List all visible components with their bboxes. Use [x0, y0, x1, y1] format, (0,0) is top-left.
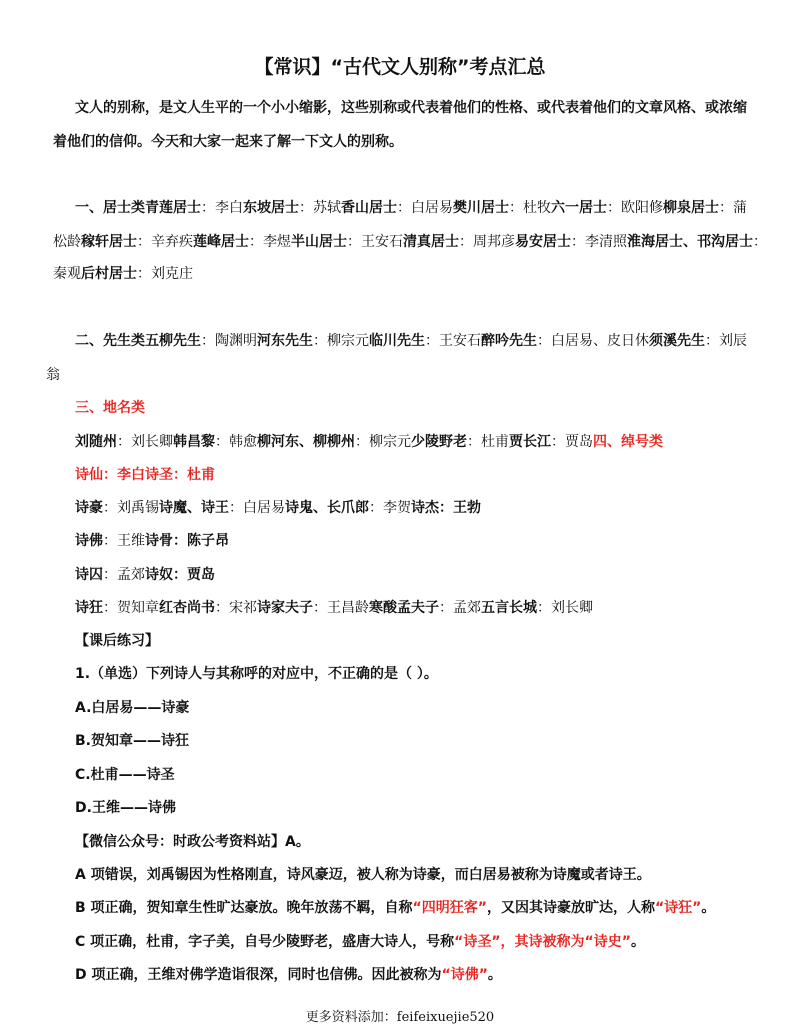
section-1-line-2 [53, 231, 767, 251]
section-2-line-1 [75, 330, 747, 350]
person: ：白居易 [229, 500, 285, 516]
person: ：李贺 [369, 500, 411, 516]
term: 诗狂 [75, 600, 103, 616]
highlight: “四明狂客” [412, 900, 487, 916]
term: 莲峰居士 [193, 234, 249, 250]
section-3-heading: 三、地名类 [75, 400, 145, 416]
explanation-text: B 项正确，贺知章生性旷达豪放。晚年放荡不羁，自称 [75, 900, 413, 916]
term: 六一居士 [551, 200, 607, 216]
person: ：贺知章 [103, 600, 159, 616]
person: ：刘长卿 [117, 434, 173, 450]
term: 一、居士类青莲居士 [75, 200, 201, 216]
explanation-text: 。 [630, 934, 645, 950]
term: 诗囚 [75, 567, 103, 583]
term: 香山居士 [341, 200, 397, 216]
person: ：刘禹锡 [103, 500, 159, 516]
person: ：李白 [201, 200, 243, 216]
term: 刘随州 [75, 434, 117, 450]
highlight: “诗佛” [441, 967, 488, 983]
person: ：陶渊明 [201, 333, 257, 349]
footer-note: 更多资料添加：feifeixuejie520 [305, 1010, 495, 1025]
explanation-text: D 项正确，王维对佛学造诣很深，同时也信佛。因此被称为 [75, 967, 442, 983]
person: ：王维 [103, 533, 145, 549]
term: 醉吟先生 [481, 333, 537, 349]
section-2-line-2 [46, 364, 60, 384]
exercise-question: 1.（单选）下列诗人与其称呼的对应中，不正确的是（ ）。 [75, 666, 438, 682]
explanation-text: 。 [487, 967, 502, 983]
explanation-a: A 项错误，刘禹锡因为性格刚直，诗风豪迈，被人称为诗豪，而白居易被称为诗魔或者诗王。 [75, 867, 651, 883]
person: ：李煜 [249, 234, 291, 250]
intro-line-1: 文人的别称，是文人生平的一个小小缩影，这些别称或代表着他们的性格、或代表着他们的文章风格、或浓缩 [75, 100, 747, 116]
term: 淮海居士、邗沟居士 [627, 234, 753, 250]
person: ：杜牧 [509, 200, 551, 216]
explanation-text: 。 [701, 900, 716, 916]
section-1-line-3 [53, 263, 193, 283]
term: 易安居士 [515, 234, 571, 250]
section-4-line-5 [75, 597, 593, 617]
term: 诗奴：贾岛 [145, 567, 215, 583]
person: ：辛弃疾 [137, 234, 193, 250]
option-d: D.王维——诗佛 [75, 800, 176, 816]
person: ：王安石 [347, 234, 403, 250]
explanation-text: ，又因其诗豪放旷达，人称 [486, 900, 655, 916]
answer-line: 【微信公众号：时政公考资料站】A。 [75, 834, 310, 850]
person: ：孟郊 [439, 600, 481, 616]
section-1-line-1 [75, 197, 747, 217]
person: ：白居易 [397, 200, 453, 216]
person: ：周邦彦 [459, 234, 515, 250]
term: 清真居士 [403, 234, 459, 250]
explanation-c [75, 931, 645, 951]
section-4-line-4 [75, 564, 215, 584]
person: ：白居易、皮日休 [537, 333, 649, 349]
person: ：王安石 [425, 333, 481, 349]
person: ：柳宗元 [313, 333, 369, 349]
term: 诗杰：王勃 [411, 500, 481, 516]
option-a: A.白居易——诗豪 [75, 700, 190, 716]
person: ：刘克庄 [137, 266, 193, 282]
term: 少陵野老 [411, 434, 467, 450]
section-4-heading: 四、绰号类 [593, 434, 663, 450]
term: 临川先生 [369, 333, 425, 349]
term: 贾长江 [509, 434, 551, 450]
person: ： [753, 234, 767, 250]
exercise-heading: 【课后练习】 [75, 633, 159, 649]
person: ：杜甫 [467, 434, 509, 450]
term: 后村居士 [81, 266, 137, 282]
explanation-b [75, 897, 715, 917]
term: 柳河东、柳柳州 [257, 434, 355, 450]
person: 翁 [46, 367, 60, 383]
term: 诗魔、诗王 [159, 500, 229, 516]
option-c: C.杜甫——诗圣 [75, 767, 175, 783]
person: 秦观 [53, 266, 81, 282]
intro-line-2: 着他们的信仰。今天和大家一起来了解一下文人的别称。 [53, 134, 403, 150]
term: 樊川居士 [453, 200, 509, 216]
section-4-line-2 [75, 497, 481, 517]
person: ：韩愈 [215, 434, 257, 450]
term: 诗家夫子 [257, 600, 313, 616]
person: ：欧阳修 [607, 200, 663, 216]
term: 诗佛 [75, 533, 103, 549]
person: ：孟郊 [103, 567, 145, 583]
page-title: 【常识】“古代文人别称”考点汇总 [254, 56, 546, 78]
person: ：宋祁 [215, 600, 257, 616]
highlight: “诗圣”，其诗被称为“诗史” [454, 934, 631, 950]
option-b: B.贺知章——诗狂 [75, 733, 189, 749]
person: ：刘长卿 [537, 600, 593, 616]
term: 五言长城 [481, 600, 537, 616]
person: ：李清照 [571, 234, 627, 250]
term: 半山居士 [291, 234, 347, 250]
section-3-line-1 [75, 431, 663, 451]
term: 河东先生 [257, 333, 313, 349]
person: ：贾岛 [551, 434, 593, 450]
highlight: “诗狂” [654, 900, 702, 916]
term: 诗豪 [75, 500, 103, 516]
person: 松龄 [53, 234, 81, 250]
section-4-line-1: 诗仙：李白诗圣：杜甫 [75, 467, 215, 483]
term: 红杏尚书 [159, 600, 215, 616]
person: ：蒲 [719, 200, 747, 216]
term: 韩昌黎 [173, 434, 215, 450]
term: 须溪先生 [649, 333, 705, 349]
explanation-text: C 项正确，杜甫，字子美，自号少陵野老，盛唐大诗人，号称 [75, 934, 455, 950]
term: 二、先生类五柳先生 [75, 333, 201, 349]
term: 诗鬼、长爪郎 [285, 500, 369, 516]
person: ：苏轼 [299, 200, 341, 216]
term: 寒酸孟夫子 [369, 600, 439, 616]
term: 诗骨：陈子昂 [145, 533, 229, 549]
person: ：柳宗元 [355, 434, 411, 450]
term: 稼轩居士 [81, 234, 137, 250]
person: ：王昌龄 [313, 600, 369, 616]
person: ：刘辰 [705, 333, 747, 349]
term: 东坡居士 [243, 200, 299, 216]
term: 柳泉居士 [663, 200, 719, 216]
explanation-d [75, 964, 502, 984]
section-4-line-3 [75, 530, 229, 550]
